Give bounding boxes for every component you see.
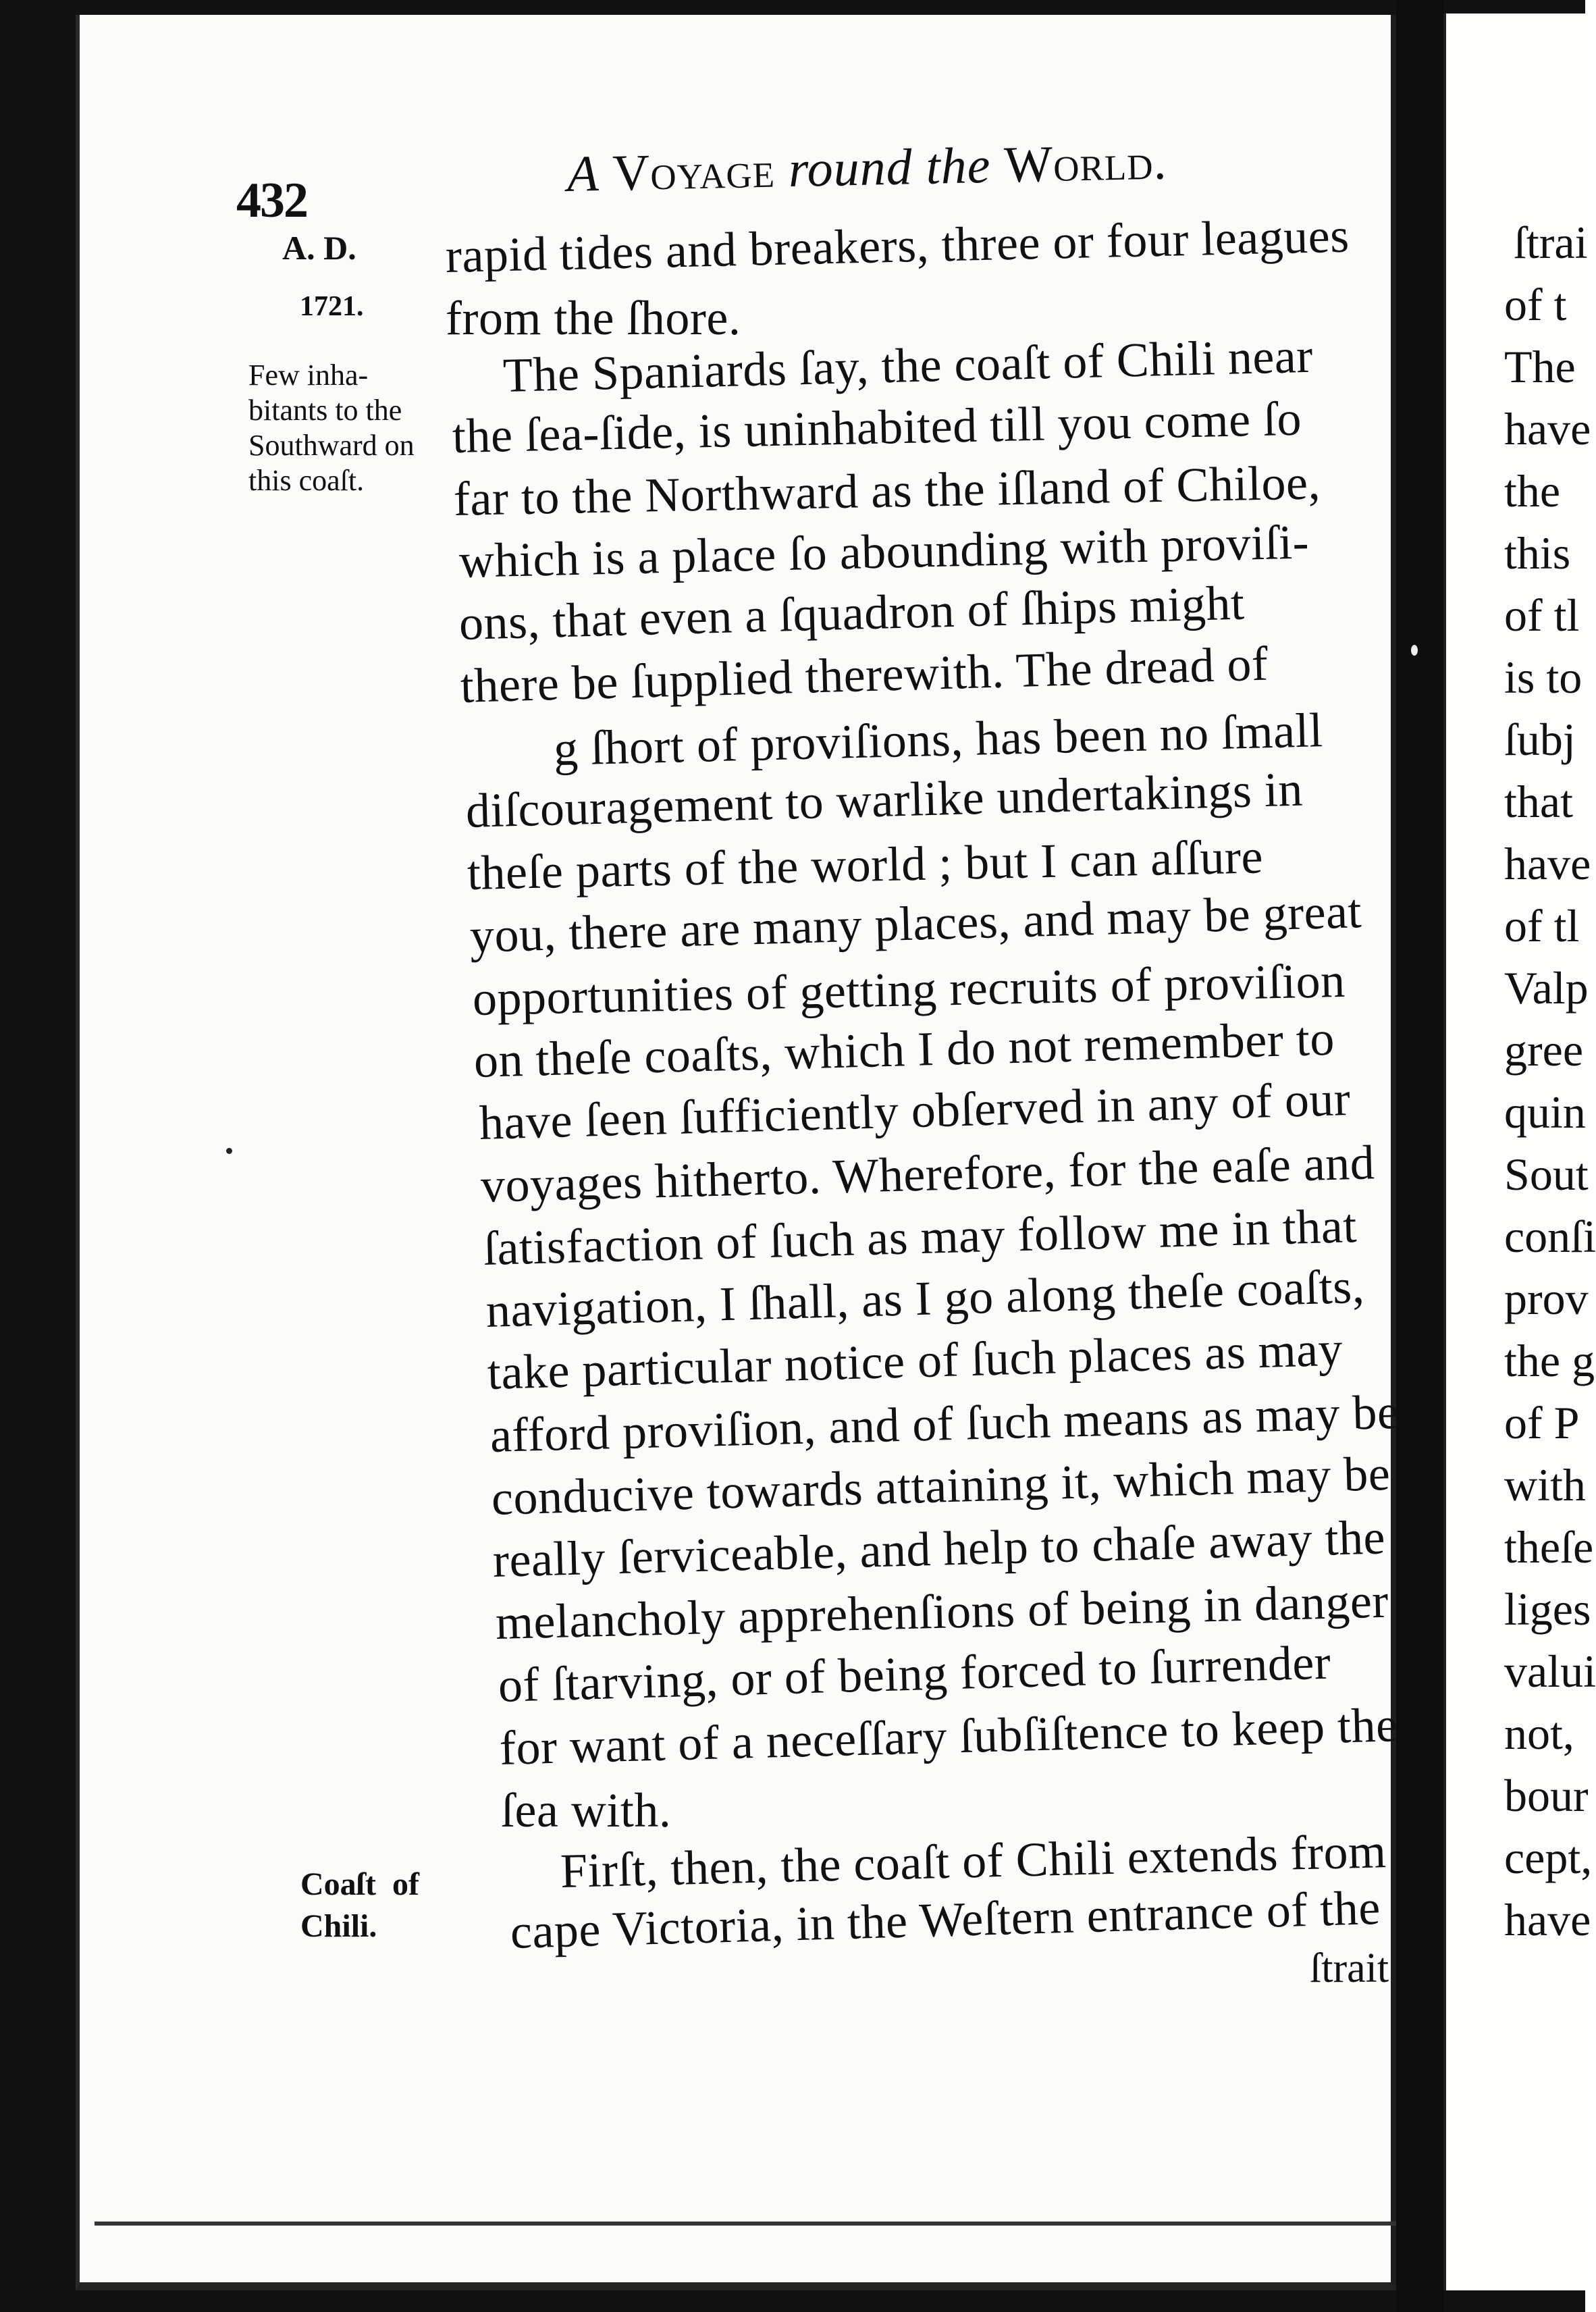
text-line: really ſerviceable, and help to chaſe away the (491, 1510, 1386, 1587)
right-page-line: Sout (1504, 1149, 1589, 1200)
right-page-line: of t (1504, 279, 1567, 330)
catchword: ſtrait (1310, 1945, 1389, 1991)
text-line: the ſea-ſide, is uninhabited till you come ſo (452, 391, 1302, 463)
right-page-line: have (1504, 838, 1591, 889)
text-line: you, there are many places, and may be great (469, 884, 1363, 963)
text-line: afford proviſion, and of ſuch means as may be (489, 1384, 1400, 1463)
text-line: theſe parts of the world ; but I can aſſure (467, 829, 1264, 900)
text-line: from the ſhore. (446, 291, 741, 345)
right-page-line: have (1504, 403, 1591, 454)
right-page-line: the g (1504, 1335, 1595, 1386)
text-line: there be ſupplied therewith. The dread of (459, 636, 1269, 713)
text-line: for want of a neceſſary ſubſiſtence to keep the (498, 1698, 1399, 1775)
text-line: opportunities of getting recruits of proviſion (472, 953, 1346, 1026)
right-page-line: conſi (1504, 1211, 1596, 1262)
text-line: ſea with. (501, 1783, 672, 1837)
scan-speck (1411, 645, 1418, 656)
right-page-line: not, (1504, 1708, 1574, 1759)
margin-note-date-year: 1721. (300, 291, 364, 322)
text-line: ſatisfaction of ſuch as may follow me in that (482, 1199, 1358, 1276)
text-line: on theſe coaſts, which I do not remember to (473, 1011, 1335, 1088)
text-line: rapid tides and breakers, three or four leagues (445, 208, 1350, 283)
right-page-line: bour (1504, 1770, 1589, 1821)
running-head-voyage: Voyage (612, 141, 776, 202)
running-head-article: A (566, 145, 600, 203)
right-page-line: of tl (1504, 900, 1580, 951)
text-line: conducive towards attaining it, which may be (490, 1446, 1391, 1525)
running-head-round-the: round the (787, 136, 992, 199)
right-page-line: quin (1504, 1086, 1586, 1138)
text-line: take particular notice of ſuch places as may (486, 1321, 1344, 1400)
margin-note-few-inhabitants: Few inha- bitants to the Southward on this coaſt. (248, 359, 415, 497)
right-page-line: ſtrai (1514, 217, 1588, 268)
text-line: Firſt, then, the coaſt of Chili extends from (560, 1824, 1387, 1898)
right-page-line: prov (1504, 1273, 1589, 1324)
right-page-line: this (1504, 527, 1571, 579)
running-head-world: World. (1003, 133, 1168, 194)
right-page-line: cept, (1504, 1832, 1593, 1883)
text-line: navigation, I ſhall, as I go along theſe coaſts, (485, 1259, 1366, 1338)
right-page-line: of P (1504, 1397, 1580, 1448)
text-line: The Spaniards ſay, the coaſt of Chili near (502, 328, 1314, 402)
right-page-line: have (1504, 1894, 1591, 1945)
text-line: of ſtarving, or of being forced to ſurrender (497, 1635, 1332, 1712)
text-line: voyages hitherto. Wherefore, for the eaſe and (479, 1135, 1376, 1213)
right-page-line: is to (1504, 652, 1582, 703)
right-page-line: the (1504, 465, 1561, 517)
right-page-line: Valp (1504, 962, 1589, 1014)
right-page-line: of tl (1504, 589, 1580, 641)
text-line: have ſeen ſufficiently obſerved in any of our (478, 1071, 1352, 1150)
right-page-line: valui (1504, 1646, 1596, 1697)
right-page-line: liges (1504, 1583, 1591, 1635)
right-page-line: with (1504, 1459, 1586, 1510)
text-line: cape Victoria, in the Weſtern entrance of the (509, 1881, 1381, 1959)
right-facing-page (1443, 14, 1596, 2290)
scan-speck (226, 1148, 232, 1154)
right-page-line: gree (1504, 1024, 1584, 1076)
right-page-line: that (1504, 776, 1573, 827)
page-number: 432 (236, 173, 307, 228)
right-page-line: theſe (1504, 1521, 1594, 1573)
text-line: ons, that even a ſquadron of ſhips might (458, 575, 1246, 650)
text-line: melancholy apprehenſions of being in danger (495, 1573, 1389, 1650)
right-page-line: The (1504, 341, 1576, 392)
margin-note-date-ad: A. D. (282, 229, 356, 267)
text-line: g ſhort of proviſions, has been no ſmall (553, 703, 1324, 776)
margin-note-coast-of-chili: Coaſt of Chili. (300, 1866, 419, 1944)
right-page-line: ſubj (1504, 714, 1576, 765)
text-line: far to the Northward as the iſland of Chiloe, (453, 455, 1321, 526)
text-line: diſcouragement to warlike undertakings in (464, 762, 1304, 838)
text-line: which is a place ſo abounding with proviſi- (458, 515, 1310, 588)
